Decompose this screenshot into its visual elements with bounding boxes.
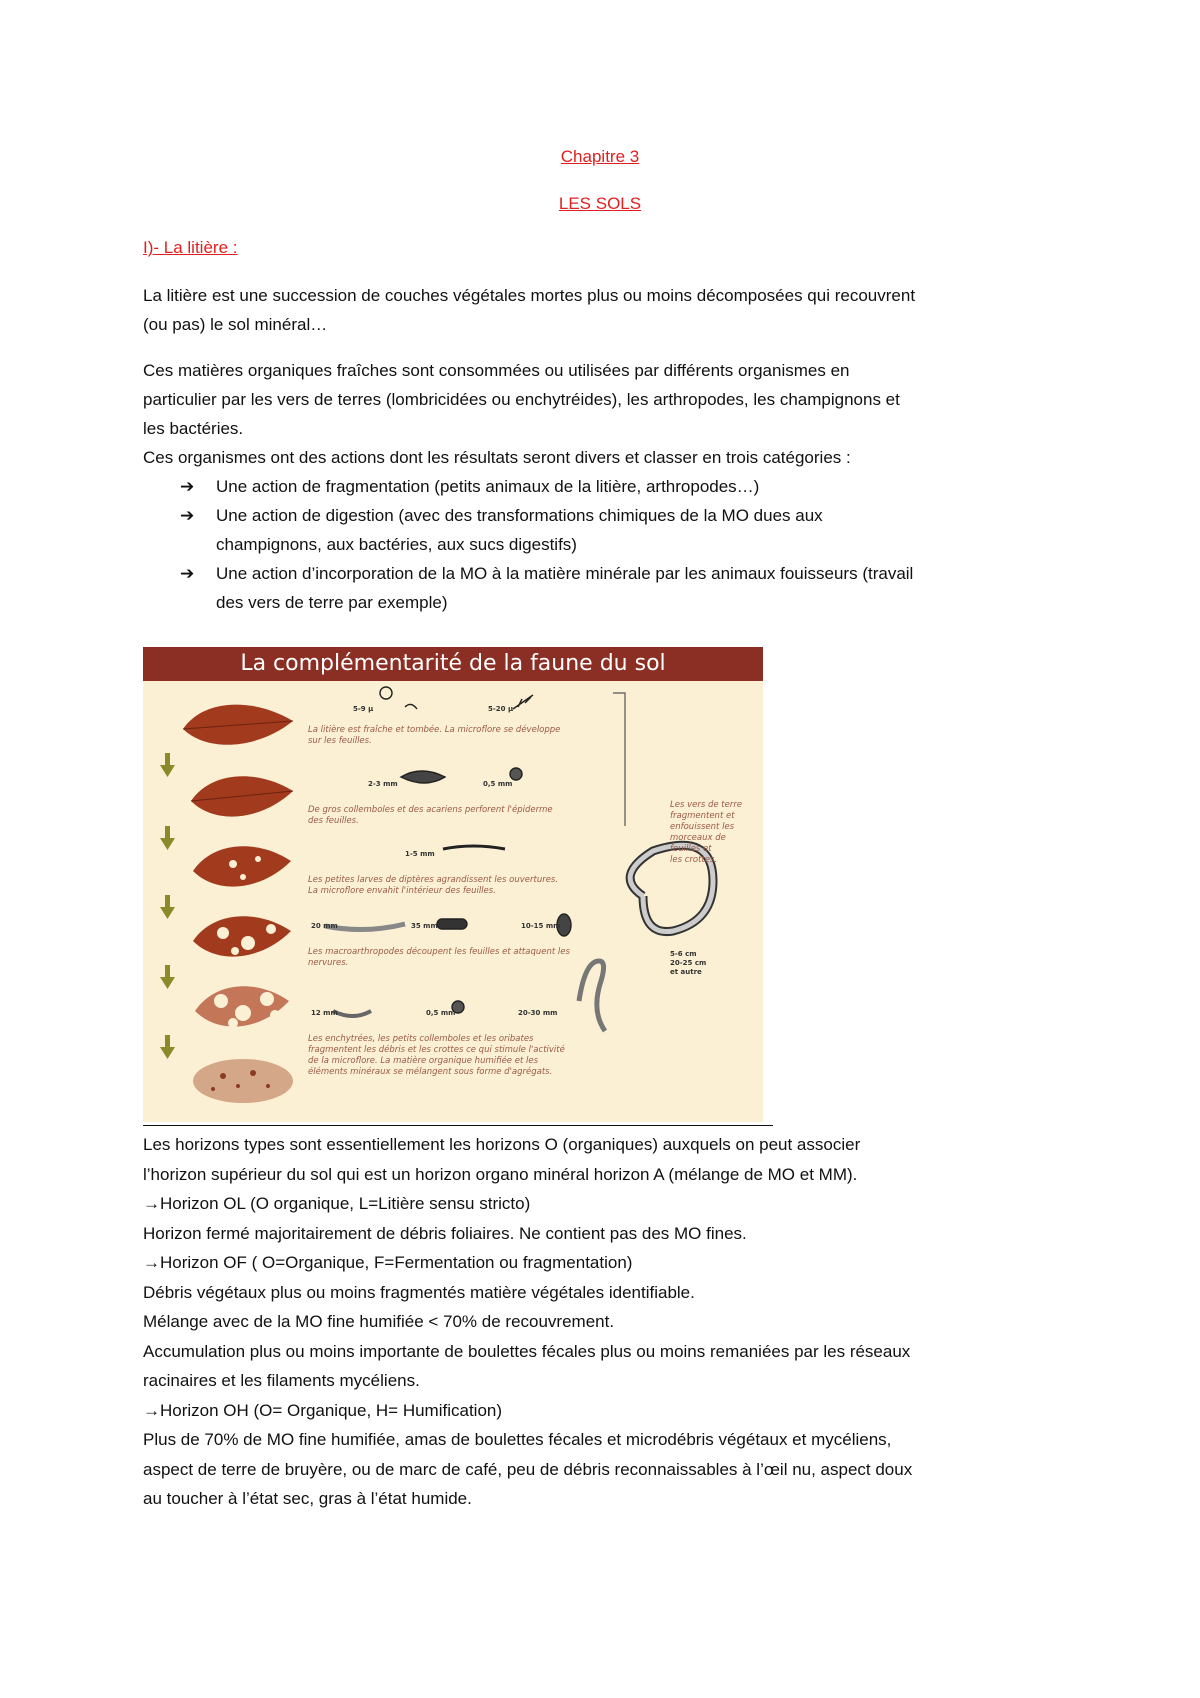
action-bullet-list	[180, 472, 1080, 617]
text-line: Débris végétaux plus ou moins fragmentés matière végétales identifiable.	[143, 1282, 695, 1302]
text-line: champignons, aux bactéries, aux sucs digestifs)	[216, 535, 577, 554]
horizon-heading-oh: →Horizon OH (O= Organique, H= Humification)	[143, 1400, 503, 1420]
text-line: Ces organismes ont des actions dont les résultats seront divers et classer en trois catégories :	[143, 448, 851, 467]
arrow-right-icon: ➔	[180, 564, 195, 583]
text-line: aspect de terre de bruyère, ou de marc de café, peu de débris reconnaissables à l’œil nu, aspect doux	[143, 1459, 913, 1479]
text-line: des vers de terre par exemple)	[216, 593, 448, 612]
text-line: La litière est une succession de couches végétales mortes plus ou moins décomposées qui recouvrent	[143, 286, 916, 305]
paragraph-organisms	[143, 356, 1063, 472]
horizon-heading-ol: →Horizon OL (O organique, L=Litière sensu stricto)	[143, 1194, 531, 1213]
size-label: 10-15 mm	[521, 922, 561, 930]
figure-caption: Les petites larves de diptères agrandissent les ouvertures. La microflore envahit l'intérieur des feuilles.	[308, 875, 559, 896]
soil-fauna-figure	[143, 647, 763, 1122]
leaf-fragmented-icon	[193, 916, 291, 956]
arrow-right-icon: ➔	[180, 477, 195, 496]
arrow-down-icon	[160, 895, 175, 919]
size-label: 35 mm	[411, 922, 438, 930]
size-label: 0,5 mm	[483, 780, 513, 788]
list-item	[180, 501, 1080, 559]
section-title-litiere: I)- La litière :	[143, 238, 238, 257]
document-title: LES SOLS	[558, 194, 642, 213]
text-line: racinaires et les filaments mycéliens.	[143, 1371, 420, 1390]
text-line: Horizon fermé majoritairement de débris foliaires. Ne contient pas des MO fines.	[143, 1223, 747, 1243]
text-line: Ces matières organiques fraîches sont consommées ou utilisées par différents organismes en	[143, 361, 850, 380]
leaf-skeleton-icon	[195, 986, 289, 1028]
worm-size-label: 5-6 cm 20-25 cm et autre	[670, 950, 707, 976]
size-label: 0,5 mm	[426, 1009, 456, 1017]
chapter-label: Chapitre 3	[560, 147, 640, 166]
leaf-icon	[191, 776, 293, 816]
horizon-heading-of: →Horizon OF ( O=Organique, F=Fermentation ou fragmentation)	[143, 1253, 633, 1272]
figure-caption: Les enchytrées, les petits collemboles et les oribates fragmentent les débris et les crottes ce qui stimule l'activité de la microflore. La matière organique humifiée et les éléments minéraux se mélangent sous forme d'agrégats.	[308, 1034, 565, 1077]
text-line: Mélange avec de la MO fine humifiée < 70% de recouvrement.	[143, 1312, 615, 1331]
bracket-line	[613, 693, 625, 826]
arrow-down-icon	[160, 1035, 175, 1059]
size-label: 12 mm	[311, 1009, 338, 1017]
text-line: Une action de fragmentation (petits animaux de la litière, arthropodes…)	[216, 477, 760, 496]
figure-caption: De gros collemboles et des acariens perforent l'épiderme des feuilles.	[308, 805, 553, 826]
list-item	[180, 472, 1080, 501]
figure-caption: Les macroarthropodes découpent les feuilles et attaquent les nervures.	[308, 947, 570, 968]
size-label: 2-3 mm	[368, 780, 398, 788]
leaf-debris-icon	[193, 1059, 293, 1103]
text-line: l’horizon supérieur du sol qui est un horizon organo minéral horizon A (mélange de MO et MM).	[143, 1164, 858, 1184]
text-line: Accumulation plus ou moins importante de boulettes fécales plus ou moins remaniées par les réseaux	[143, 1341, 911, 1361]
size-label: 1-5 mm	[405, 850, 435, 858]
leaf-perforated-icon	[193, 846, 291, 886]
size-label: 5-20 µ	[488, 705, 514, 713]
figure-caption: La litière est fraîche et tombée. La microflore se développe sur les feuilles.	[308, 725, 561, 746]
arrow-down-icon	[160, 753, 175, 777]
figure-title: La complémentarité de la faune du sol	[240, 651, 666, 676]
text-line: Une action d’incorporation de la MO à la matière minérale par les animaux fouisseurs (travail	[216, 564, 914, 583]
side-caption-earthworms: Les vers de terre fragmentent et enfouissent les morceaux de feuilles et les crottes.	[670, 800, 743, 865]
text-line: au toucher à l’état sec, gras à l’état humide.	[143, 1489, 472, 1508]
arrow-down-icon	[160, 826, 175, 850]
text-line: les bactéries.	[143, 419, 244, 438]
size-label: 20 mm	[311, 922, 338, 930]
horizons-section	[143, 1130, 1103, 1514]
text-line: Une action de digestion (avec des transformations chimiques de la MO dues aux	[216, 506, 823, 525]
leaf-icon	[183, 705, 293, 745]
size-label: 5-9 µ	[353, 705, 374, 713]
figure-divider	[143, 1125, 773, 1126]
arrow-down-icon	[160, 965, 175, 989]
text-line: Les horizons types sont essentiellement les horizons O (organiques) auxquels on peut associer	[143, 1135, 861, 1154]
paragraph-intro	[143, 281, 1063, 339]
text-line: (ou pas) le sol minéral…	[143, 315, 328, 334]
size-label: 20-30 mm	[518, 1009, 558, 1017]
text-line: particulier par les vers de terres (lombricidées ou enchytréides), les arthropodes, les champignons et	[143, 390, 900, 409]
list-item	[180, 559, 1080, 617]
text-line: Plus de 70% de MO fine humifiée, amas de boulettes fécales et microdébris végétaux et mycéliens,	[143, 1430, 892, 1449]
arrow-right-icon: ➔	[180, 506, 195, 525]
